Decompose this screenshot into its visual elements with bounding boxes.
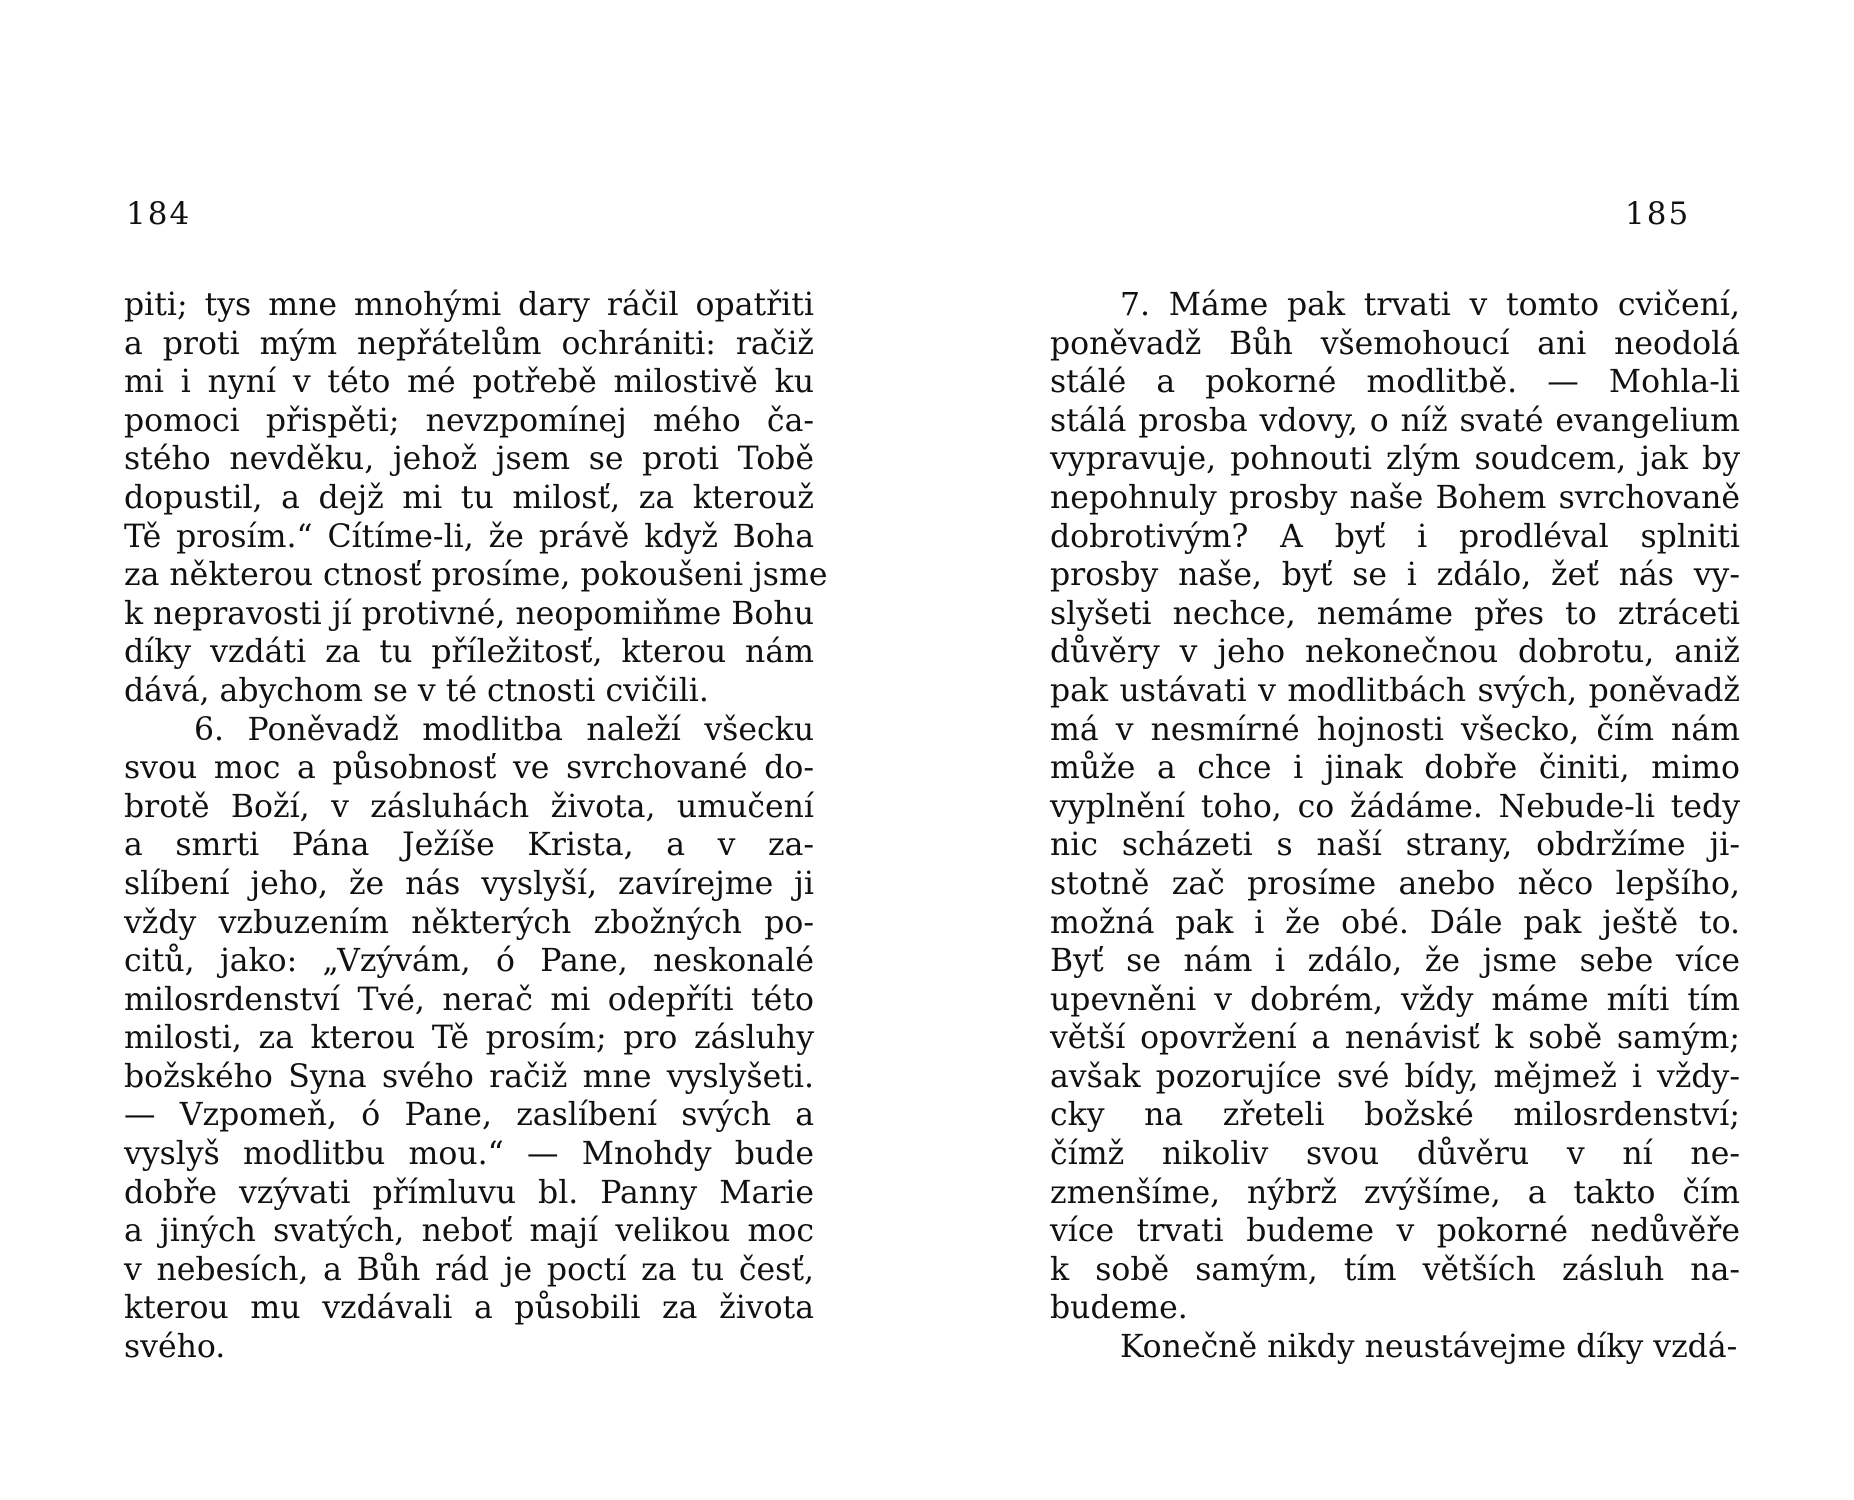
text-line: prosby naše, byť se i zdálo, žeť nás vy-: [1050, 557, 1740, 594]
page-body-text: [1050, 286, 1740, 1367]
text-line: stotně zač prosíme anebo něco lepšího,: [1050, 865, 1740, 902]
text-line: vypravuje, pohnouti zlým soudcem, jak by: [1050, 441, 1740, 478]
text-line: vždy vzbuzením některých zbožných po-: [124, 904, 814, 941]
text-line: nic scházeti s naší strany, obdržíme ji-: [1050, 827, 1740, 864]
text-line: stálé a pokorné modlitbě. — Mohla-li: [1050, 364, 1740, 401]
paragraph-start-line: Konečně nikdy neustávejme díky vzdá-: [1120, 1329, 1738, 1366]
text-line: Tě prosím.“ Cítíme-li, že právě když Boha: [124, 518, 814, 555]
text-line: svou moc a působnosť ve svrchované do-: [124, 750, 814, 787]
text-line: a smrti Pána Ježíše Krista, a v za-: [124, 827, 814, 864]
text-line: dobrotivým? A byť i prodléval splniti: [1050, 518, 1740, 555]
text-line: milosrdenství Tvé, nerač mi odepříti této: [124, 981, 814, 1018]
text-line: pomoci přispěti; nevzpomínej mého ča-: [124, 402, 814, 439]
text-line: slíbení jeho, že nás vyslyší, zavírejme ji: [124, 865, 814, 902]
text-line: brotě Boží, v zásluhách života, umučení: [124, 788, 814, 825]
page-number: 185: [1625, 196, 1691, 232]
text-line: čímž nikoliv svou důvěru v ní ne-: [1050, 1136, 1740, 1173]
text-line: cky na zřeteli božské milosrdenství;: [1050, 1097, 1740, 1134]
text-line: Byť se nám i zdálo, že jsme sebe více: [1050, 943, 1740, 980]
text-line: a jiných svatých, neboť mají velikou moc: [124, 1213, 814, 1250]
text-line: dopustil, a dejž mi tu milosť, za kterouž: [124, 479, 814, 516]
text-line: k sobě samým, tím větších zásluh na-: [1050, 1251, 1740, 1288]
text-line: božského Syna svého račiž mne vyslyšeti.: [124, 1058, 814, 1095]
text-line: k nepravosti jí protivné, neopomiňme Bohu: [124, 595, 814, 632]
text-line: citů, jako: „Vzývám, ó Pane, neskonalé: [124, 943, 814, 980]
text-line: poněvadž Bůh všemohoucí ani neodolá: [1050, 325, 1740, 362]
text-line: nepohnuly prosby naše Bohem svrchovaně: [1050, 479, 1740, 516]
text-line: vyslyš modlitbu mou.“ — Mnohdy bude: [124, 1136, 814, 1173]
page-number: 184: [126, 196, 192, 232]
text-line: — Vzpomeň, ó Pane, zaslíbení svých a: [124, 1097, 814, 1134]
text-line: díky vzdáti za tu příležitosť, kterou nám: [124, 634, 814, 671]
text-line: větší opovržení a nenávisť k sobě samým;: [1050, 1020, 1740, 1057]
text-line: a proti mým nepřátelům ochrániti: račiž: [124, 325, 814, 362]
text-line: kterou mu vzdávali a působili za života: [124, 1290, 814, 1327]
text-line: avšak pozorujíce své bídy, mějmež i vždy-: [1050, 1058, 1740, 1095]
text-line: vyplnění toho, co žádáme. Nebude-li tedy: [1050, 788, 1740, 825]
page-body-text: [124, 286, 828, 1367]
text-line: dobře vzývati přímluvu bl. Panny Marie: [124, 1174, 814, 1211]
paragraph-start-line: 7. Máme pak trvati v tomto cvičení,: [1120, 287, 1740, 323]
text-line: zmenšíme, nýbrž zvýšíme, a takto čím: [1050, 1174, 1740, 1211]
text-line: důvěry v jeho nekonečnou dobrotu, aniž: [1050, 634, 1740, 671]
text-line: v nebesích, a Bůh rád je poctí za tu česť,: [124, 1251, 814, 1288]
text-line: stálá prosba vdovy, o níž svaté evangelium: [1050, 402, 1740, 439]
text-line: pak ustávati v modlitbách svých, poněvadž: [1050, 672, 1740, 709]
text-line: může a chce i jinak dobře činiti, mimo: [1050, 750, 1740, 787]
text-line: dává, abychom se v té ctnosti cvičili.: [124, 672, 709, 709]
text-line: stého nevděku, jehož jsem se proti Tobě: [124, 441, 814, 478]
paragraph-start-line: 6. Poněvadž modlitba naleží všecku: [194, 711, 814, 748]
text-line: mi i nyní v této mé potřebě milostivě ku: [124, 364, 814, 401]
text-line: slyšeti nechce, nemáme přes to ztráceti: [1050, 595, 1740, 632]
text-line: má v nesmírné hojnosti všecko, čím nám: [1050, 711, 1740, 748]
text-line: milosti, za kterou Tě prosím; pro zásluhy: [124, 1020, 814, 1057]
right-page: [927, 0, 1854, 1500]
text-line: za některou ctnosť prosíme, pokoušeni jsme: [124, 557, 828, 594]
text-line: možná pak i že obé. Dále pak ještě to.: [1050, 904, 1740, 941]
text-line: budeme.: [1050, 1290, 1188, 1327]
text-line: více trvati budeme v pokorné nedůvěře: [1050, 1213, 1740, 1250]
text-line: svého.: [124, 1329, 226, 1366]
text-line: piti; tys mne mnohými dary ráčil opatřiti: [124, 287, 814, 323]
text-line: upevněni v dobrém, vždy máme míti tím: [1050, 981, 1740, 1018]
